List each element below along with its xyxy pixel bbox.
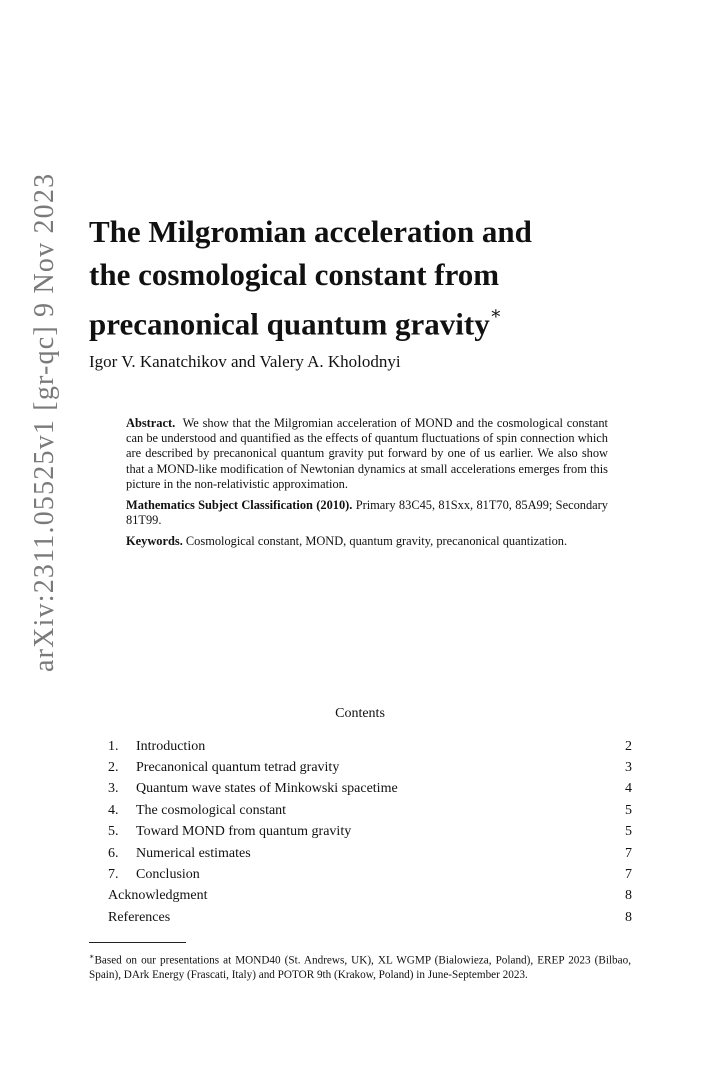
footnote (89, 950, 631, 983)
toc-entry-toward-mond[interactable] (108, 822, 632, 843)
toc-page: 5 (625, 802, 632, 818)
contents-heading: Contents (335, 706, 385, 721)
toc-label: Introduction (136, 738, 206, 754)
table-of-contents (108, 736, 632, 929)
toc-page: 7 (625, 867, 632, 883)
toc-page: 8 (625, 888, 632, 904)
toc-entry-acknowledgment[interactable] (108, 886, 632, 907)
toc-entry-conclusion[interactable] (108, 864, 632, 885)
toc-entry-numerical-estimates[interactable] (108, 843, 632, 864)
toc-label: Precanonical quantum tetrad gravity (136, 760, 340, 776)
footnote-text: Based on our presentations at MOND40 (St. Andrews, UK), XL WGMP (Bialowieza, Poland), EREP 2023 (Bilbao, Spain), DArk Energy (Frascati, Italy) and POTOR 9th (Krakow, Poland) in June-September 2023. (89, 954, 631, 982)
toc-label: Numerical estimates (136, 845, 251, 861)
toc-label: Acknowledgment (108, 888, 208, 904)
toc-label: References (108, 909, 171, 925)
toc-label: Conclusion (136, 867, 200, 883)
toc-number: 6. (108, 845, 119, 861)
toc-number: 2. (108, 760, 119, 776)
toc-page: 8 (625, 909, 632, 925)
toc-entry-introduction[interactable] (108, 736, 632, 757)
title-line: The Milgromian acceleration and (89, 214, 532, 249)
keywords-label: Keywords. (126, 534, 183, 549)
keywords-paragraph (126, 534, 608, 549)
arxiv-identifier-stamp: arXiv:2311.05525v1 [gr-qc] 9 Nov 2023 (29, 172, 60, 672)
toc-entry-references[interactable] (108, 907, 632, 928)
msc-paragraph (126, 498, 608, 528)
abstract-paragraph (126, 416, 608, 492)
toc-page: 5 (625, 824, 632, 840)
toc-page: 4 (625, 781, 632, 797)
abstract-block (126, 416, 608, 556)
abstract-text: We show that the Milgromian acceleration of MOND and the cosmological constant can be understood and quantified as the effects of quantum fluctuations of spin connection which are described by precanonical quantum gravity put forward by one of us earlier. We also show that a MOND-like modification of Newtonian dynamics at small accelerations emerges from this picture in the non-relativistic approximation. (126, 416, 608, 491)
toc-label: Toward MOND from quantum gravity (136, 824, 352, 840)
toc-number: 4. (108, 802, 119, 818)
toc-entry-precanonical-gravity[interactable] (108, 757, 632, 778)
footnote-rule (89, 942, 186, 943)
abstract-label: Abstract. (126, 416, 176, 430)
author-list: Igor V. Kanatchikov and Valery A. Kholodnyi (89, 352, 401, 371)
toc-number: 1. (108, 738, 119, 754)
toc-page: 7 (625, 845, 632, 861)
footnote-mark: ∗ (89, 952, 95, 961)
toc-number: 5. (108, 824, 119, 840)
title-footnote-mark: ∗ (489, 303, 502, 323)
toc-label: Quantum wave states of Minkowski spacetime (136, 781, 398, 797)
toc-label: The cosmological constant (136, 802, 287, 818)
toc-entry-quantum-wave-states[interactable] (108, 779, 632, 800)
title-line: the cosmological constant from (89, 257, 500, 292)
title-line: precanonical quantum gravity∗ (89, 303, 502, 342)
paper-title (89, 210, 649, 345)
msc-label: Mathematics Subject Classification (2010). (126, 498, 353, 513)
msc-text: Primary 83C45, 81Sxx, 81T70, 85A99; Secondary 81T99. (126, 498, 608, 528)
toc-number: 3. (108, 781, 119, 797)
keywords-text: Cosmological constant, MOND, quantum gravity, precanonical quantization. (185, 534, 568, 549)
toc-page: 3 (625, 760, 632, 776)
toc-entry-cosmological-constant[interactable] (108, 800, 632, 821)
toc-number: 7. (108, 867, 119, 883)
toc-page: 2 (625, 738, 632, 754)
